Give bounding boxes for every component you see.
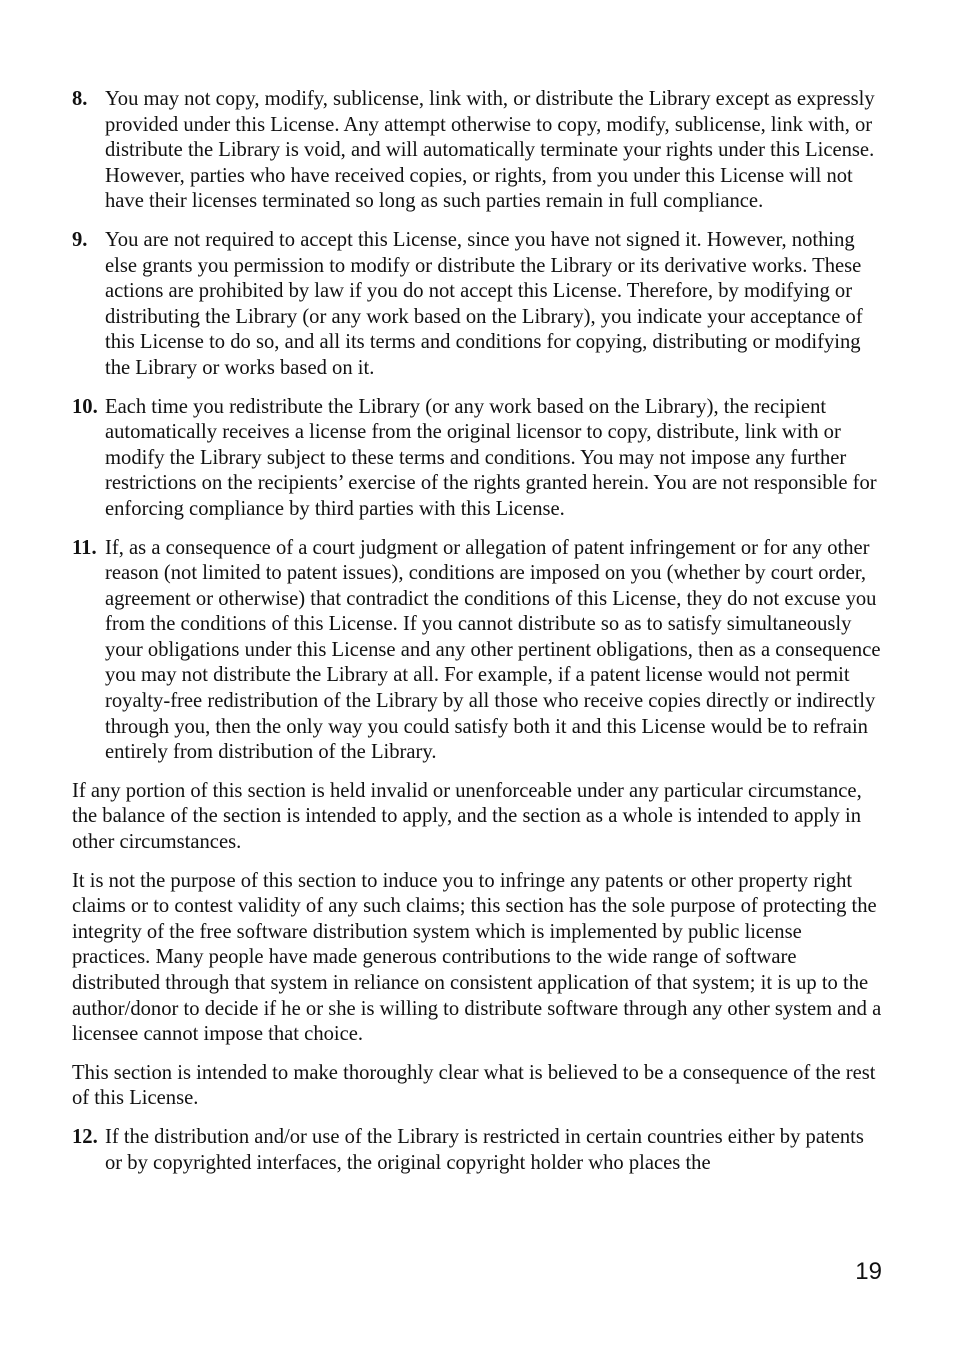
clause-text: You are not required to accept this License, since you have not signed it. However, nothing else grants you permission to modify or distribute the Library or its derivative works. These actions are prohibited by law if you do not accept this License. Therefore, by modifying or distributing the Library (or any work based on the Library), you indicate your acceptance of this License to do so, and all its terms and conditions for copying, distributing or modifying the Library or works based on it. xyxy=(105,228,863,379)
paragraph-invalid-portion: If any portion of this section is held invalid or unenforceable under any particular circumstance, the balance of the section is intended to apply, and the section as a whole is intended to apply in other circumstances. xyxy=(72,779,862,854)
clause-12 xyxy=(72,1125,884,1176)
paragraph-purpose: It is not the purpose of this section to induce you to infringe any patents or other property right claims or to contest validity of any such claims; this section has the sole purpose of protecting the integrity of the free software distribution system which is implemented by public license practices. Many people have made generous contributions to the wide range of software distributed through that system in reliance on consistent application of that system; it is up to the author/donor to decide if he or she is willing to distribute software through any other system and a licensee cannot impose that choice. xyxy=(72,869,882,1046)
paragraph-clarification: This section is intended to make thoroughly clear what is believed to be a consequence of the rest of this License. xyxy=(72,1061,876,1110)
clause-number: 9. xyxy=(72,228,88,251)
clause-10 xyxy=(72,395,884,523)
license-page-body xyxy=(72,87,884,1189)
clause-text: You may not copy, modify, sublicense, link with, or distribute the Library except as expressly provided under this License. Any attempt otherwise to copy, modify, sublicense, link with, or distribute the Library is void, and will automatically terminate your rights under this License. However, parties who have received copies, or rights, from you under this License will not have their licenses terminated so long as such parties remain in full compliance. xyxy=(105,88,875,213)
page-number: 19 xyxy=(855,1258,882,1285)
clause-number: 8. xyxy=(72,88,88,110)
clause-number: 11. xyxy=(72,536,97,559)
clause-8 xyxy=(72,87,884,215)
clause-9 xyxy=(72,228,884,382)
clause-11 xyxy=(72,536,884,766)
clause-text: If, as a consequence of a court judgment or allegation of patent infringement or for any other reason (not limited to patent issues), conditions are imposed on you (whether by court order, agreement or otherwise) that contradict the conditions of this License, they do not excuse you from the conditions of this License. If you cannot distribute so as to satisfy simultaneously your obligations under this License and any other pertinent obligations, then as a consequence you may not distribute the Library at all. For example, if a patent license would not permit royalty-free redistribution of the Library by all those who receive copies directly or indirectly through you, then the only way you could satisfy both it and this License would be to refrain entirely from distribution of the Library. xyxy=(105,536,881,764)
clause-text: If the distribution and/or use of the Library is restricted in certain countries either by patents or by copyrighted interfaces, the original copyright holder who places the xyxy=(105,1125,864,1174)
clause-number: 12. xyxy=(72,1125,98,1148)
clause-text: Each time you redistribute the Library (or any work based on the Library), the recipient automatically receives a license from the original licensor to copy, distribute, link with or modify the Library subject to these terms and conditions. You may not impose any further restrictions on the recipients’ exercise of the rights granted herein. You are not responsible for enforcing compliance by third parties with this License. xyxy=(105,395,877,520)
clause-number: 10. xyxy=(72,395,98,418)
